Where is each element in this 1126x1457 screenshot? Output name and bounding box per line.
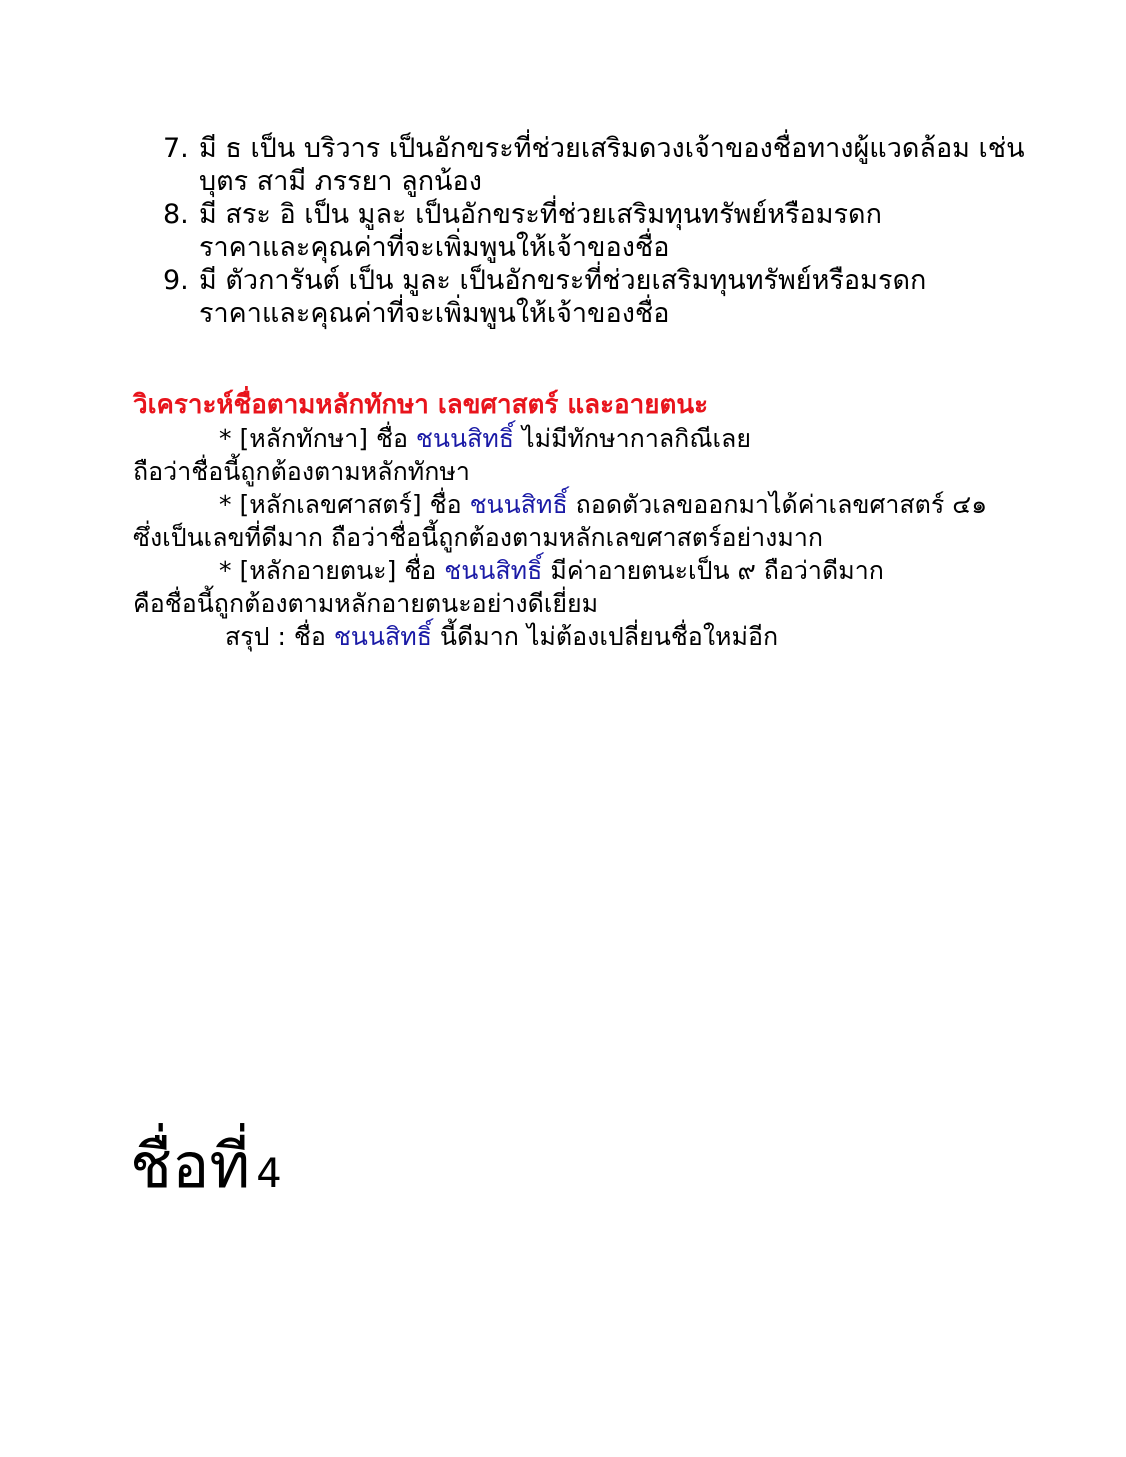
summary-suffix: นี้ดีมาก ไม่ต้องเปลี่ยนชื่อใหม่อีก [439, 622, 779, 651]
list-item-line: มี ธ เป็น บริวาร เป็นอักขระที่ช่วยเสริมดวงเจ้าของชื่อทางผู้แวดล้อม เช่น [199, 133, 1025, 164]
taksa-suffix: ไม่มีทักษากาลกิณีเลย [522, 424, 752, 453]
ayatana-conclusion: คือชื่อนี้ถูกต้องตามหลักอายตนะอย่างดีเยี่ยม [133, 589, 599, 618]
list-item-number: 8. [163, 199, 189, 230]
name-highlight: ชนนสิทธิ์ [415, 424, 515, 453]
list-item-line: ราคาและคุณค่าที่จะเพิ่มพูนให้เจ้าของชื่อ [199, 232, 670, 263]
list-item [163, 198, 1063, 264]
list-item-line: ราคาและคุณค่าที่จะเพิ่มพูนให้เจ้าของชื่อ [199, 298, 670, 329]
list-item-line: บุตร สามี ภรรยา ลูกน้อง [199, 166, 482, 197]
ayatana-suffix: มีค่าอายตนะเป็น ๙ ถือว่าดีมาก [550, 556, 884, 585]
name-highlight: ชนนสิทธิ์ [469, 490, 568, 519]
numerology-line [133, 488, 1093, 521]
taksa-line [133, 422, 1093, 455]
name-highlight: ชนนสิทธิ์ [444, 556, 543, 585]
ayatana-prefix: * [หลักอายตนะ] ชื่อ [219, 556, 437, 585]
section-title-label: ชื่อที่ [130, 1129, 251, 1202]
ayatana-line [133, 554, 1093, 587]
list-item-line: มี ตัวการันต์ เป็น มูละ เป็นอักขระที่ช่วยเสริมทุนทรัพย์หรือมรดก [199, 265, 927, 296]
list-item-number: 9. [163, 265, 189, 296]
numerology-suffix: ถอดตัวเลขออกมาได้ค่าเลขศาสตร์ ๔๑ [575, 490, 988, 519]
section-title [130, 1128, 282, 1212]
taksa-prefix: * [หลักทักษา] ชื่อ [219, 424, 408, 453]
summary-line [133, 620, 1093, 653]
numerology-prefix: * [หลักเลขศาสตร์] ชื่อ [219, 490, 462, 519]
analysis-heading: วิเคราะห์ชื่อตามหลักทักษา เลขศาสตร์ และอายตนะ [133, 390, 709, 420]
list-item-number: 7. [163, 133, 189, 164]
summary-prefix: สรุป : ชื่อ [225, 622, 326, 651]
benefit-list [163, 132, 1063, 330]
list-item [163, 264, 1063, 330]
list-item-line: มี สระ อิ เป็น มูละ เป็นอักขระที่ช่วยเสริมทุนทรัพย์หรือมรดก [199, 199, 882, 230]
list-item [163, 132, 1063, 198]
numerology-conclusion: ซึ่งเป็นเลขที่ดีมาก ถือว่าชื่อนี้ถูกต้องตามหลักเลขศาสตร์อย่างมาก [133, 523, 824, 552]
name-highlight: ชนนสิทธิ์ [333, 622, 432, 651]
section-title-number: 4 [256, 1151, 282, 1197]
taksa-conclusion: ถือว่าชื่อนี้ถูกต้องตามหลักทักษา [133, 457, 470, 486]
name-analysis [133, 389, 1093, 653]
